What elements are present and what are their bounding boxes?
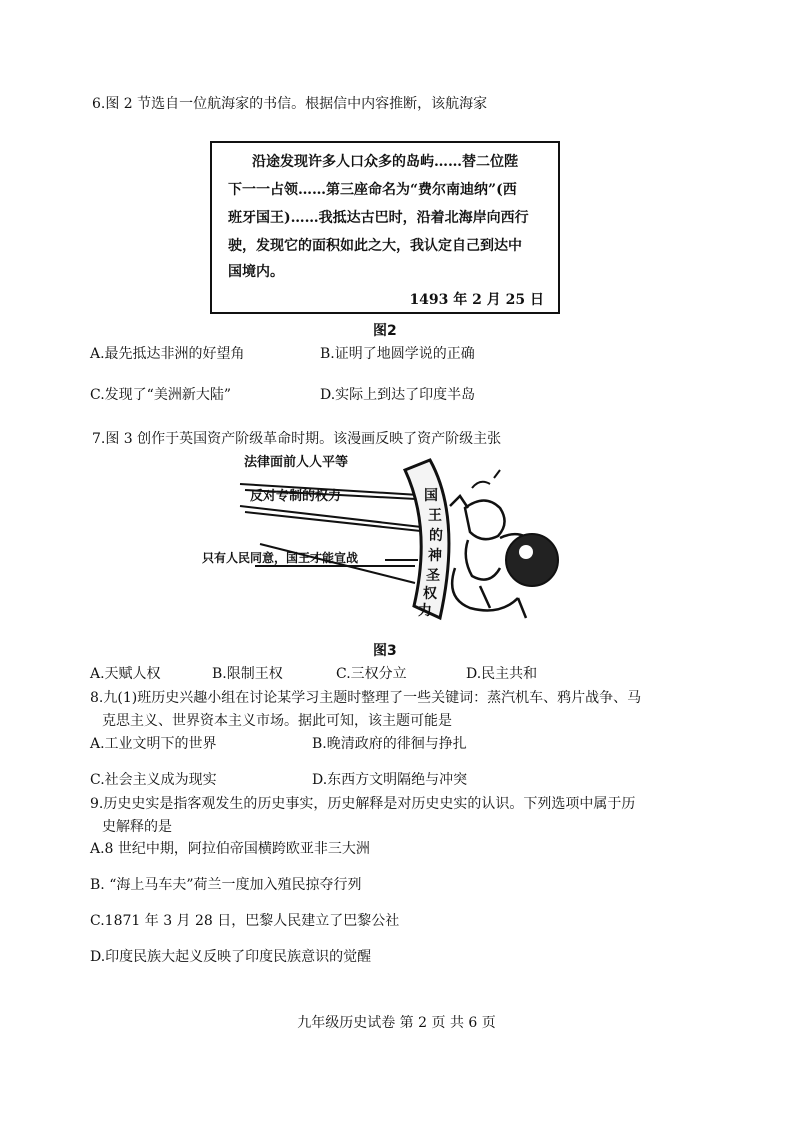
- q9-option-a[interactable]: A.8 世纪中期，阿拉伯帝国横跨欧亚非三大洲: [90, 841, 370, 857]
- q6-option-a[interactable]: A.最先抵达非洲的好望角: [90, 346, 245, 362]
- letter-line-5: 国境内。: [228, 264, 284, 280]
- q6-option-b[interactable]: B.证明了地圆学说的正确: [320, 346, 475, 362]
- arrow-label-consent: 只有人民同意，国王才能宣战: [202, 551, 359, 565]
- q6-option-c[interactable]: C.发现了“美洲新大陆”: [90, 387, 231, 403]
- q9-option-c[interactable]: C.1871 年 3 月 28 日，巴黎人民建立了巴黎公社: [90, 913, 400, 929]
- q7-option-c[interactable]: C.三权分立: [336, 666, 407, 682]
- q9-option-d[interactable]: D.印度民族大起义反映了印度民族意识的觉醒: [90, 949, 372, 965]
- q9-stem-line-1: 9.历史史实是指客观发生的历史事实，历史解释是对历史史实的认识。下列选项中属于历: [90, 796, 636, 812]
- q9-option-b[interactable]: B. “海上马车夫”荷兰一度加入殖民掠夺行列: [90, 877, 362, 893]
- letter-excerpt-box: [210, 141, 560, 314]
- letter-line-1: 沿途发现许多人口众多的岛屿……替二位陛: [252, 154, 518, 170]
- q6-option-d[interactable]: D.实际上到达了印度半岛: [320, 387, 476, 403]
- q8-option-c[interactable]: C.社会主义成为现实: [90, 772, 217, 788]
- letter-date: 1493 年 2 月 25 日: [409, 292, 544, 308]
- q8-option-a[interactable]: A.工业文明下的世界: [90, 736, 217, 752]
- arrow-label-anti-tyranny: 反对专制的权力: [250, 489, 342, 504]
- letter-line-3: 班牙国王)……我抵达古巴时，沿着北海岸向西行: [228, 210, 529, 226]
- shield-label: 国 王 的 神 圣 权 力: [418, 488, 443, 619]
- q7-option-d[interactable]: D.民主共和: [466, 666, 538, 682]
- q9-stem-line-2: 史解释的是: [102, 819, 172, 835]
- cartoon-illustration: [200, 448, 580, 633]
- q8-stem-line-2: 克思主义、世界资本主义市场。据此可知，该主题可能是: [102, 713, 452, 729]
- q8-option-b[interactable]: B.晚清政府的徘徊与挣扎: [312, 736, 467, 752]
- letter-line-2: 下一一占领……第三座命名为“费尔南迪纳”(西: [228, 182, 517, 198]
- q8-stem-line-1: 8.九(1)班历史兴趣小组在讨论某学习主题时整理了一些关键词：蒸汽机车、鸦片战争、马: [90, 690, 642, 706]
- q7-stem: 7.图 3 创作于英国资产阶级革命时期。该漫画反映了资产阶级主张: [92, 431, 502, 447]
- q7-option-a[interactable]: A.天赋人权: [90, 666, 161, 682]
- q8-option-d[interactable]: D.东西方文明隔绝与冲突: [312, 772, 468, 788]
- figure-2-caption: 图2: [373, 323, 397, 339]
- figure-3-caption: 图3: [373, 643, 397, 659]
- letter-line-4: 驶，发现它的面积如此之大，我认定自己到达中: [228, 238, 522, 254]
- page-footer: 九年级历史试卷 第 2 页 共 6 页: [297, 1015, 496, 1031]
- q6-stem: 6.图 2 节选自一位航海家的书信。根据信中内容推断，该航海家: [92, 96, 488, 112]
- q7-option-b[interactable]: B.限制王权: [212, 666, 283, 682]
- cartoon-figure: [200, 448, 580, 633]
- arrow-label-equality: 法律面前人人平等: [244, 455, 349, 470]
